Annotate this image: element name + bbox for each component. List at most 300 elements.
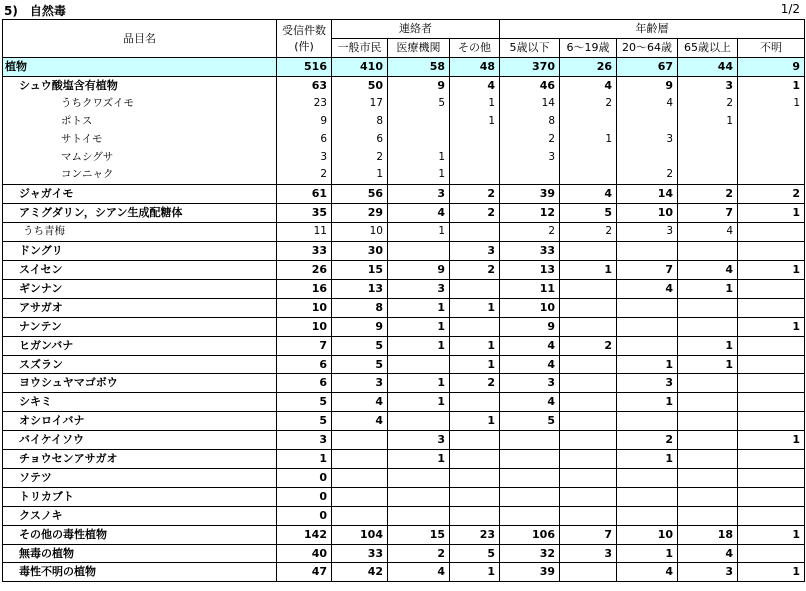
contact-other-cell: 1 xyxy=(450,95,500,113)
contact-medical-cell: 1 xyxy=(388,374,450,393)
age-6-19-cell xyxy=(560,149,617,167)
table-row xyxy=(3,506,805,525)
table-row xyxy=(3,298,805,317)
age-under5-cell: 370 xyxy=(500,58,560,77)
contact-other-cell: 23 xyxy=(450,525,500,544)
age-unknown-cell xyxy=(738,131,805,149)
age-unknown-cell xyxy=(738,113,805,131)
age-65plus-cell xyxy=(678,506,738,525)
contact-other-cell: 5 xyxy=(450,544,500,563)
received-count-cell: 0 xyxy=(277,506,332,525)
table-row xyxy=(3,431,805,450)
item-name-cell: ソテツ xyxy=(3,468,277,487)
age-under5-cell: 46 xyxy=(500,76,560,94)
age-6-19-cell: 1 xyxy=(560,131,617,149)
contact-public-cell: 10 xyxy=(332,223,388,242)
age-20-64-cell: 67 xyxy=(617,58,678,77)
age-6-19-cell xyxy=(560,412,617,431)
item-name-cell: マムシグサ xyxy=(3,149,277,167)
age-65plus-cell: 44 xyxy=(678,58,738,77)
age-under5-cell: 14 xyxy=(500,95,560,113)
received-count-header: 受信件数 (件) xyxy=(277,20,332,58)
age-6-19-cell xyxy=(560,166,617,184)
age-header-6-19: 6～19歳 xyxy=(560,39,617,58)
received-count-cell: 10 xyxy=(277,317,332,336)
age-20-64-cell xyxy=(617,487,678,506)
table-row xyxy=(3,166,805,184)
age-unknown-cell xyxy=(738,223,805,242)
contact-medical-cell: 1 xyxy=(388,166,450,184)
received-count-cell: 63 xyxy=(277,76,332,94)
poison-plant-table xyxy=(2,19,805,582)
table-row xyxy=(3,279,805,298)
page-header xyxy=(0,0,806,19)
age-under5-cell xyxy=(500,450,560,469)
age-20-64-cell: 4 xyxy=(617,279,678,298)
contact-header-other: その他 xyxy=(450,39,500,58)
received-count-cell: 10 xyxy=(277,298,332,317)
age-unknown-cell xyxy=(738,506,805,525)
page-number: 1/2 xyxy=(780,2,800,16)
age-unknown-cell xyxy=(738,298,805,317)
age-20-64-cell: 4 xyxy=(617,563,678,582)
age-65plus-cell xyxy=(678,131,738,149)
age-65plus-cell xyxy=(678,487,738,506)
age-6-19-cell: 2 xyxy=(560,95,617,113)
item-name-cell: サトイモ xyxy=(3,131,277,149)
received-count-cell: 5 xyxy=(277,412,332,431)
table-row xyxy=(3,412,805,431)
contact-medical-cell: 9 xyxy=(388,260,450,279)
contact-medical-cell: 15 xyxy=(388,525,450,544)
table-row xyxy=(3,260,805,279)
received-count-cell: 0 xyxy=(277,487,332,506)
contact-public-cell: 33 xyxy=(332,544,388,563)
age-under5-cell xyxy=(500,166,560,184)
item-name-cell: アミグダリン，シアン生成配糖体 xyxy=(3,204,277,223)
contact-other-cell: 2 xyxy=(450,204,500,223)
received-count-cell: 6 xyxy=(277,374,332,393)
item-name-cell: ジャガイモ xyxy=(3,185,277,204)
age-under5-cell: 12 xyxy=(500,204,560,223)
contact-public-cell: 6 xyxy=(332,131,388,149)
age-20-64-cell: 9 xyxy=(617,76,678,94)
age-6-19-cell xyxy=(560,279,617,298)
age-6-19-cell: 4 xyxy=(560,76,617,94)
received-count-cell: 47 xyxy=(277,563,332,582)
age-unknown-cell xyxy=(738,355,805,374)
contact-other-cell xyxy=(450,223,500,242)
age-under5-cell: 13 xyxy=(500,260,560,279)
item-name-cell: ギンナン xyxy=(3,279,277,298)
contact-medical-cell: 1 xyxy=(388,450,450,469)
received-count-cell: 142 xyxy=(277,525,332,544)
age-under5-cell xyxy=(500,506,560,525)
contact-medical-cell xyxy=(388,468,450,487)
contact-public-cell: 104 xyxy=(332,525,388,544)
table-row xyxy=(3,76,805,94)
contact-medical-cell xyxy=(388,412,450,431)
contact-public-cell: 17 xyxy=(332,95,388,113)
age-unknown-cell: 1 xyxy=(738,431,805,450)
item-name-header: 品目名 xyxy=(3,20,277,58)
contact-header-medical: 医療機関 xyxy=(388,39,450,58)
age-20-64-cell xyxy=(617,506,678,525)
table-row xyxy=(3,450,805,469)
contact-other-cell: 2 xyxy=(450,260,500,279)
contact-header-public: 一般市民 xyxy=(332,39,388,58)
age-6-19-cell xyxy=(560,431,617,450)
item-name-cell: 毒性不明の植物 xyxy=(3,563,277,582)
item-name-cell: アサガオ xyxy=(3,298,277,317)
age-under5-cell: 39 xyxy=(500,185,560,204)
age-under5-cell: 3 xyxy=(500,149,560,167)
contact-public-cell xyxy=(332,487,388,506)
age-20-64-cell xyxy=(617,113,678,131)
received-count-cell: 1 xyxy=(277,450,332,469)
contact-public-cell: 5 xyxy=(332,355,388,374)
contact-group-header: 連絡者 xyxy=(332,20,500,39)
age-unknown-cell: 1 xyxy=(738,204,805,223)
received-count-cell: 11 xyxy=(277,223,332,242)
contact-other-cell xyxy=(450,393,500,412)
age-20-64-cell: 4 xyxy=(617,95,678,113)
contact-other-cell xyxy=(450,131,500,149)
age-under5-cell: 9 xyxy=(500,317,560,336)
contact-other-cell xyxy=(450,166,500,184)
age-20-64-cell xyxy=(617,298,678,317)
table-row xyxy=(3,317,805,336)
age-20-64-cell: 2 xyxy=(617,431,678,450)
table-row xyxy=(3,149,805,167)
item-name-cell: クスノキ xyxy=(3,506,277,525)
age-6-19-cell xyxy=(560,506,617,525)
received-count-cell: 33 xyxy=(277,242,332,261)
age-20-64-cell: 7 xyxy=(617,260,678,279)
received-count-cell: 16 xyxy=(277,279,332,298)
item-name-cell: うちクワズイモ xyxy=(3,95,277,113)
contact-public-cell: 42 xyxy=(332,563,388,582)
age-under5-cell: 32 xyxy=(500,544,560,563)
age-under5-cell xyxy=(500,487,560,506)
age-6-19-cell: 4 xyxy=(560,185,617,204)
contact-other-cell: 1 xyxy=(450,113,500,131)
age-20-64-cell: 1 xyxy=(617,544,678,563)
age-group-header: 年齢層 xyxy=(500,20,805,39)
contact-public-cell: 13 xyxy=(332,279,388,298)
received-count-cell: 26 xyxy=(277,260,332,279)
age-20-64-cell: 2 xyxy=(617,166,678,184)
age-65plus-cell: 18 xyxy=(678,525,738,544)
age-unknown-cell xyxy=(738,242,805,261)
age-65plus-cell xyxy=(678,149,738,167)
age-6-19-cell: 5 xyxy=(560,204,617,223)
age-6-19-cell: 2 xyxy=(560,223,617,242)
age-6-19-cell xyxy=(560,468,617,487)
age-unknown-cell xyxy=(738,336,805,355)
item-name-cell: 植物 xyxy=(3,58,277,77)
age-65plus-cell: 3 xyxy=(678,76,738,94)
age-20-64-cell xyxy=(617,317,678,336)
item-name-cell: ナンテン xyxy=(3,317,277,336)
age-unknown-cell: 1 xyxy=(738,95,805,113)
age-header-unknown: 不明 xyxy=(738,39,805,58)
item-name-cell: スズラン xyxy=(3,355,277,374)
received-count-cell: 9 xyxy=(277,113,332,131)
contact-public-cell: 8 xyxy=(332,113,388,131)
age-unknown-cell xyxy=(738,374,805,393)
contact-medical-cell: 58 xyxy=(388,58,450,77)
contact-other-cell xyxy=(450,506,500,525)
contact-public-cell xyxy=(332,431,388,450)
age-under5-cell: 106 xyxy=(500,525,560,544)
contact-other-cell xyxy=(450,317,500,336)
age-65plus-cell: 1 xyxy=(678,113,738,131)
table-row xyxy=(3,131,805,149)
age-under5-cell: 33 xyxy=(500,242,560,261)
age-6-19-cell xyxy=(560,563,617,582)
received-count-cell: 0 xyxy=(277,468,332,487)
age-under5-cell: 4 xyxy=(500,355,560,374)
section-title: 5) 自然毒 xyxy=(4,4,66,18)
contact-other-cell xyxy=(450,487,500,506)
age-unknown-cell: 2 xyxy=(738,185,805,204)
age-65plus-cell: 1 xyxy=(678,355,738,374)
age-6-19-cell: 2 xyxy=(560,336,617,355)
item-name-cell: オシロイバナ xyxy=(3,412,277,431)
table-row xyxy=(3,355,805,374)
contact-medical-cell: 3 xyxy=(388,279,450,298)
received-count-cell: 3 xyxy=(277,431,332,450)
age-header-under5: 5歳以下 xyxy=(500,39,560,58)
item-name-cell: ポトス xyxy=(3,113,277,131)
contact-public-cell: 56 xyxy=(332,185,388,204)
contact-medical-cell: 1 xyxy=(388,223,450,242)
table-row xyxy=(3,563,805,582)
item-name-cell: スイセン xyxy=(3,260,277,279)
age-65plus-cell: 7 xyxy=(678,204,738,223)
contact-other-cell: 1 xyxy=(450,336,500,355)
age-20-64-cell: 1 xyxy=(617,450,678,469)
table-row xyxy=(3,204,805,223)
contact-other-cell: 2 xyxy=(450,374,500,393)
contact-other-cell: 48 xyxy=(450,58,500,77)
received-count-cell: 40 xyxy=(277,544,332,563)
table-row xyxy=(3,185,805,204)
table-row xyxy=(3,95,805,113)
age-6-19-cell xyxy=(560,317,617,336)
contact-public-cell: 50 xyxy=(332,76,388,94)
age-65plus-cell xyxy=(678,431,738,450)
received-count-cell: 2 xyxy=(277,166,332,184)
contact-medical-cell xyxy=(388,131,450,149)
table-row xyxy=(3,393,805,412)
age-65plus-cell xyxy=(678,166,738,184)
age-65plus-cell xyxy=(678,242,738,261)
table-row xyxy=(3,374,805,393)
contact-other-cell: 1 xyxy=(450,412,500,431)
age-65plus-cell xyxy=(678,317,738,336)
table-row xyxy=(3,468,805,487)
contact-public-cell: 29 xyxy=(332,204,388,223)
contact-other-cell xyxy=(450,279,500,298)
contact-medical-cell xyxy=(388,242,450,261)
contact-medical-cell: 1 xyxy=(388,149,450,167)
contact-medical-cell: 9 xyxy=(388,76,450,94)
contact-public-cell: 3 xyxy=(332,374,388,393)
age-6-19-cell xyxy=(560,298,617,317)
contact-other-cell xyxy=(450,468,500,487)
contact-public-cell: 410 xyxy=(332,58,388,77)
received-count-cell: 516 xyxy=(277,58,332,77)
contact-public-cell: 15 xyxy=(332,260,388,279)
age-65plus-cell xyxy=(678,374,738,393)
received-count-cell: 6 xyxy=(277,355,332,374)
contact-medical-cell: 1 xyxy=(388,298,450,317)
contact-public-cell: 4 xyxy=(332,393,388,412)
item-name-cell: コンニャク xyxy=(3,166,277,184)
table-row xyxy=(3,113,805,131)
item-name-cell: バイケイソウ xyxy=(3,431,277,450)
age-under5-cell: 8 xyxy=(500,113,560,131)
contact-public-cell xyxy=(332,450,388,469)
age-under5-cell: 3 xyxy=(500,374,560,393)
contact-medical-cell xyxy=(388,506,450,525)
age-unknown-cell xyxy=(738,149,805,167)
age-unknown-cell xyxy=(738,412,805,431)
item-name-cell: シュウ酸塩含有植物 xyxy=(3,76,277,94)
age-unknown-cell: 1 xyxy=(738,563,805,582)
contact-other-cell: 3 xyxy=(450,242,500,261)
age-header-20-64: 20～64歳 xyxy=(617,39,678,58)
age-6-19-cell xyxy=(560,355,617,374)
age-6-19-cell: 26 xyxy=(560,58,617,77)
age-under5-cell: 10 xyxy=(500,298,560,317)
age-under5-cell: 4 xyxy=(500,336,560,355)
item-name-cell: トリカブト xyxy=(3,487,277,506)
table-body xyxy=(3,58,805,582)
contact-medical-cell: 4 xyxy=(388,204,450,223)
age-under5-cell xyxy=(500,431,560,450)
item-name-cell: チョウセンアサガオ xyxy=(3,450,277,469)
age-65plus-cell xyxy=(678,450,738,469)
age-under5-cell: 4 xyxy=(500,393,560,412)
age-20-64-cell: 3 xyxy=(617,131,678,149)
age-65plus-cell: 3 xyxy=(678,563,738,582)
received-count-cell: 6 xyxy=(277,131,332,149)
age-20-64-cell: 3 xyxy=(617,374,678,393)
age-6-19-cell: 7 xyxy=(560,525,617,544)
age-65plus-cell: 4 xyxy=(678,260,738,279)
age-65plus-cell: 4 xyxy=(678,544,738,563)
age-unknown-cell xyxy=(738,544,805,563)
item-name-cell: うち青梅 xyxy=(3,223,277,242)
age-header-65plus: 65歳以上 xyxy=(678,39,738,58)
age-65plus-cell: 1 xyxy=(678,336,738,355)
age-65plus-cell: 2 xyxy=(678,95,738,113)
contact-medical-cell xyxy=(388,355,450,374)
contact-medical-cell: 1 xyxy=(388,393,450,412)
contact-other-cell: 2 xyxy=(450,185,500,204)
age-under5-cell: 39 xyxy=(500,563,560,582)
contact-other-cell: 1 xyxy=(450,563,500,582)
contact-public-cell xyxy=(332,506,388,525)
age-unknown-cell: 1 xyxy=(738,260,805,279)
contact-other-cell: 1 xyxy=(450,355,500,374)
age-65plus-cell: 1 xyxy=(678,279,738,298)
age-6-19-cell xyxy=(560,393,617,412)
age-65plus-cell xyxy=(678,412,738,431)
contact-medical-cell xyxy=(388,487,450,506)
age-unknown-cell: 1 xyxy=(738,76,805,94)
contact-other-cell: 1 xyxy=(450,298,500,317)
age-20-64-cell: 3 xyxy=(617,223,678,242)
age-20-64-cell xyxy=(617,412,678,431)
age-65plus-cell xyxy=(678,393,738,412)
contact-public-cell: 30 xyxy=(332,242,388,261)
age-20-64-cell: 10 xyxy=(617,525,678,544)
contact-medical-cell xyxy=(388,113,450,131)
contact-public-cell: 9 xyxy=(332,317,388,336)
age-under5-cell: 2 xyxy=(500,223,560,242)
age-20-64-cell: 14 xyxy=(617,185,678,204)
age-6-19-cell xyxy=(560,113,617,131)
table-row xyxy=(3,487,805,506)
age-6-19-cell xyxy=(560,242,617,261)
age-20-64-cell: 1 xyxy=(617,355,678,374)
age-65plus-cell: 2 xyxy=(678,185,738,204)
received-count-cell: 23 xyxy=(277,95,332,113)
age-unknown-cell: 9 xyxy=(738,58,805,77)
table-row xyxy=(3,544,805,563)
age-20-64-cell: 1 xyxy=(617,393,678,412)
contact-other-cell: 4 xyxy=(450,76,500,94)
age-unknown-cell xyxy=(738,487,805,506)
contact-medical-cell: 1 xyxy=(388,336,450,355)
age-under5-cell: 11 xyxy=(500,279,560,298)
age-unknown-cell xyxy=(738,279,805,298)
contact-medical-cell: 3 xyxy=(388,185,450,204)
item-name-cell: ヨウシュヤマゴボウ xyxy=(3,374,277,393)
age-6-19-cell xyxy=(560,487,617,506)
contact-public-cell: 4 xyxy=(332,412,388,431)
received-count-cell: 5 xyxy=(277,393,332,412)
contact-medical-cell: 3 xyxy=(388,431,450,450)
contact-medical-cell: 5 xyxy=(388,95,450,113)
table-row xyxy=(3,58,805,77)
age-65plus-cell xyxy=(678,468,738,487)
contact-other-cell xyxy=(450,149,500,167)
age-20-64-cell xyxy=(617,336,678,355)
received-count-cell: 61 xyxy=(277,185,332,204)
age-6-19-cell: 1 xyxy=(560,260,617,279)
contact-public-cell: 8 xyxy=(332,298,388,317)
table-row xyxy=(3,336,805,355)
age-unknown-cell xyxy=(738,166,805,184)
table-row xyxy=(3,525,805,544)
age-under5-cell: 5 xyxy=(500,412,560,431)
age-under5-cell: 2 xyxy=(500,131,560,149)
received-count-cell: 7 xyxy=(277,336,332,355)
age-65plus-cell: 4 xyxy=(678,223,738,242)
age-6-19-cell xyxy=(560,374,617,393)
contact-public-cell: 5 xyxy=(332,336,388,355)
contact-medical-cell: 2 xyxy=(388,544,450,563)
item-name-cell: その他の毒性植物 xyxy=(3,525,277,544)
contact-public-cell xyxy=(332,468,388,487)
age-20-64-cell xyxy=(617,149,678,167)
age-6-19-cell xyxy=(560,450,617,469)
